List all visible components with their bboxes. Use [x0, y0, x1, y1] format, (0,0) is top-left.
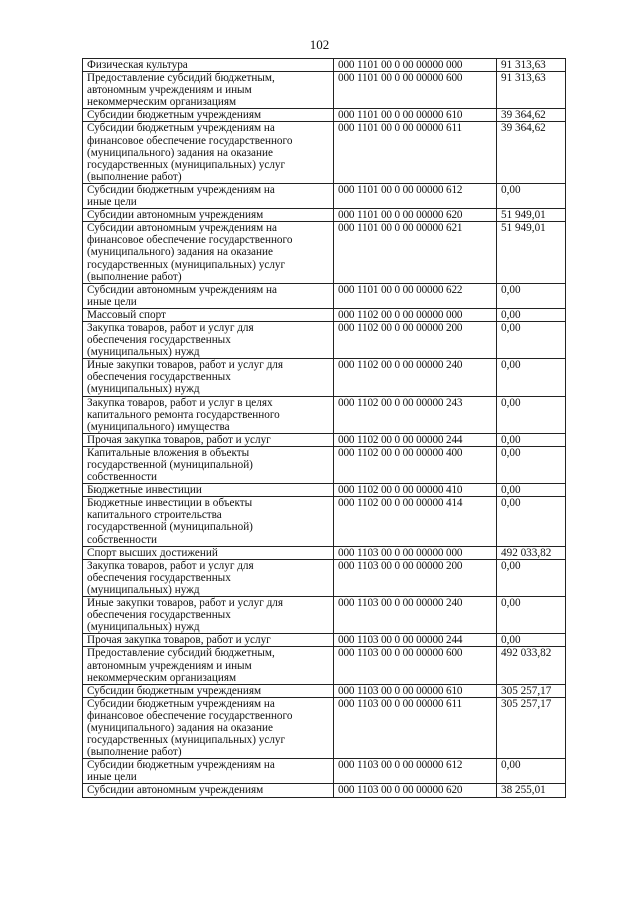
row-name: Субсидии автономным учреждениям на финансовое обеспечение государственного (муниципального) задания на оказание государственных (муниципальных) услуг (выполнение работ) — [83, 222, 334, 283]
table-row — [83, 283, 566, 308]
row-amount: 492 033,82 — [497, 647, 566, 684]
row-code: 000 1101 00 0 00 00000 000 — [334, 59, 497, 72]
row-amount: 0,00 — [497, 433, 566, 446]
table-row — [83, 697, 566, 758]
row-amount: 91 313,63 — [497, 72, 566, 109]
row-name: Субсидии автономным учреждениям на иные цели — [83, 283, 334, 308]
row-code: 000 1101 00 0 00 00000 611 — [334, 122, 497, 183]
row-code: 000 1101 00 0 00 00000 622 — [334, 283, 497, 308]
budget-table — [82, 58, 566, 798]
row-name: Субсидии автономным учреждениям — [83, 784, 334, 797]
table-row — [83, 222, 566, 283]
row-code: 000 1102 00 0 00 00000 200 — [334, 321, 497, 358]
row-name: Прочая закупка товаров, работ и услуг — [83, 634, 334, 647]
row-code: 000 1103 00 0 00 00000 611 — [334, 697, 497, 758]
row-amount: 0,00 — [497, 308, 566, 321]
table-row — [83, 647, 566, 684]
row-amount: 39 364,62 — [497, 122, 566, 183]
row-amount: 305 257,17 — [497, 684, 566, 697]
table-row — [83, 684, 566, 697]
row-name: Капитальные вложения в объекты государственной (муниципальной) собственности — [83, 446, 334, 483]
row-amount: 0,00 — [497, 559, 566, 596]
row-code: 000 1102 00 0 00 00000 000 — [334, 308, 497, 321]
row-amount: 0,00 — [497, 597, 566, 634]
row-name: Субсидии бюджетным учреждениям на финансовое обеспечение государственного (муниципального) задания на оказание государственных (муниципальных) услуг (выполнение работ) — [83, 697, 334, 758]
row-code: 000 1101 00 0 00 00000 620 — [334, 209, 497, 222]
row-amount: 91 313,63 — [497, 59, 566, 72]
row-amount: 305 257,17 — [497, 697, 566, 758]
row-name: Субсидии бюджетным учреждениям на финансовое обеспечение государственного (муниципального) задания на оказание государственных (муниципальных) услуг (выполнение работ) — [83, 122, 334, 183]
row-name: Предоставление субсидий бюджетным, автономным учреждениям и иным некоммерческим организациям — [83, 72, 334, 109]
row-amount: 0,00 — [497, 283, 566, 308]
row-amount: 0,00 — [497, 634, 566, 647]
row-code: 000 1103 00 0 00 00000 200 — [334, 559, 497, 596]
table-row — [83, 446, 566, 483]
row-amount: 0,00 — [497, 359, 566, 396]
row-amount: 51 949,01 — [497, 222, 566, 283]
row-amount: 0,00 — [497, 497, 566, 546]
page-number: 102 — [309, 37, 330, 52]
row-amount: 51 949,01 — [497, 209, 566, 222]
row-name: Субсидии бюджетным учреждениям — [83, 684, 334, 697]
row-name: Закупка товаров, работ и услуг для обеспечения государственных (муниципальных) нужд — [83, 559, 334, 596]
row-code: 000 1103 00 0 00 00000 240 — [334, 597, 497, 634]
row-code: 000 1101 00 0 00 00000 621 — [334, 222, 497, 283]
table-row — [83, 597, 566, 634]
table-row — [83, 72, 566, 109]
table-row — [83, 634, 566, 647]
row-code: 000 1102 00 0 00 00000 400 — [334, 446, 497, 483]
row-code: 000 1101 00 0 00 00000 610 — [334, 109, 497, 122]
row-name: Физическая культура — [83, 59, 334, 72]
row-name: Субсидии автономным учреждениям — [83, 209, 334, 222]
row-amount: 38 255,01 — [497, 784, 566, 797]
row-amount: 0,00 — [497, 183, 566, 208]
table-row — [83, 546, 566, 559]
row-amount: 0,00 — [497, 396, 566, 433]
row-code: 000 1101 00 0 00 00000 612 — [334, 183, 497, 208]
table-body — [83, 59, 566, 798]
row-code: 000 1101 00 0 00 00000 600 — [334, 72, 497, 109]
table-row — [83, 433, 566, 446]
row-code: 000 1102 00 0 00 00000 414 — [334, 497, 497, 546]
row-name: Субсидии бюджетным учреждениям на иные цели — [83, 183, 334, 208]
row-name: Субсидии бюджетным учреждениям — [83, 109, 334, 122]
row-name: Предоставление субсидий бюджетным, автономным учреждениям и иным некоммерческим организациям — [83, 647, 334, 684]
table-row — [83, 321, 566, 358]
row-name: Субсидии бюджетным учреждениям на иные цели — [83, 759, 334, 784]
row-code: 000 1103 00 0 00 00000 000 — [334, 546, 497, 559]
table-row — [83, 122, 566, 183]
table-row — [83, 497, 566, 546]
row-code: 000 1102 00 0 00 00000 240 — [334, 359, 497, 396]
row-name: Иные закупки товаров, работ и услуг для обеспечения государственных (муниципальных) нужд — [83, 597, 334, 634]
table-row — [83, 59, 566, 72]
row-name: Спорт высших достижений — [83, 546, 334, 559]
row-name: Бюджетные инвестиции — [83, 484, 334, 497]
row-amount: 39 364,62 — [497, 109, 566, 122]
table-row — [83, 484, 566, 497]
row-name: Закупка товаров, работ и услуг в целях капитального ремонта государственного (муниципального) имущества — [83, 396, 334, 433]
row-code: 000 1102 00 0 00 00000 244 — [334, 433, 497, 446]
table-row — [83, 559, 566, 596]
row-code: 000 1103 00 0 00 00000 244 — [334, 634, 497, 647]
table-row — [83, 183, 566, 208]
row-name: Массовый спорт — [83, 308, 334, 321]
row-code: 000 1103 00 0 00 00000 600 — [334, 647, 497, 684]
row-amount: 492 033,82 — [497, 546, 566, 559]
table-row — [83, 308, 566, 321]
table-row — [83, 784, 566, 797]
row-code: 000 1103 00 0 00 00000 612 — [334, 759, 497, 784]
row-code: 000 1102 00 0 00 00000 410 — [334, 484, 497, 497]
row-name: Закупка товаров, работ и услуг для обеспечения государственных (муниципальных) нужд — [83, 321, 334, 358]
row-amount: 0,00 — [497, 321, 566, 358]
table-row — [83, 209, 566, 222]
row-name: Иные закупки товаров, работ и услуг для обеспечения государственных (муниципальных) нужд — [83, 359, 334, 396]
table-row — [83, 759, 566, 784]
table-row — [83, 359, 566, 396]
row-name: Прочая закупка товаров, работ и услуг — [83, 433, 334, 446]
row-code: 000 1102 00 0 00 00000 243 — [334, 396, 497, 433]
row-amount: 0,00 — [497, 759, 566, 784]
row-amount: 0,00 — [497, 484, 566, 497]
row-amount: 0,00 — [497, 446, 566, 483]
row-code: 000 1103 00 0 00 00000 610 — [334, 684, 497, 697]
table-row — [83, 396, 566, 433]
table-row — [83, 109, 566, 122]
row-code: 000 1103 00 0 00 00000 620 — [334, 784, 497, 797]
row-name: Бюджетные инвестиции в объекты капитального строительства государственной (муниципальной) собственности — [83, 497, 334, 546]
